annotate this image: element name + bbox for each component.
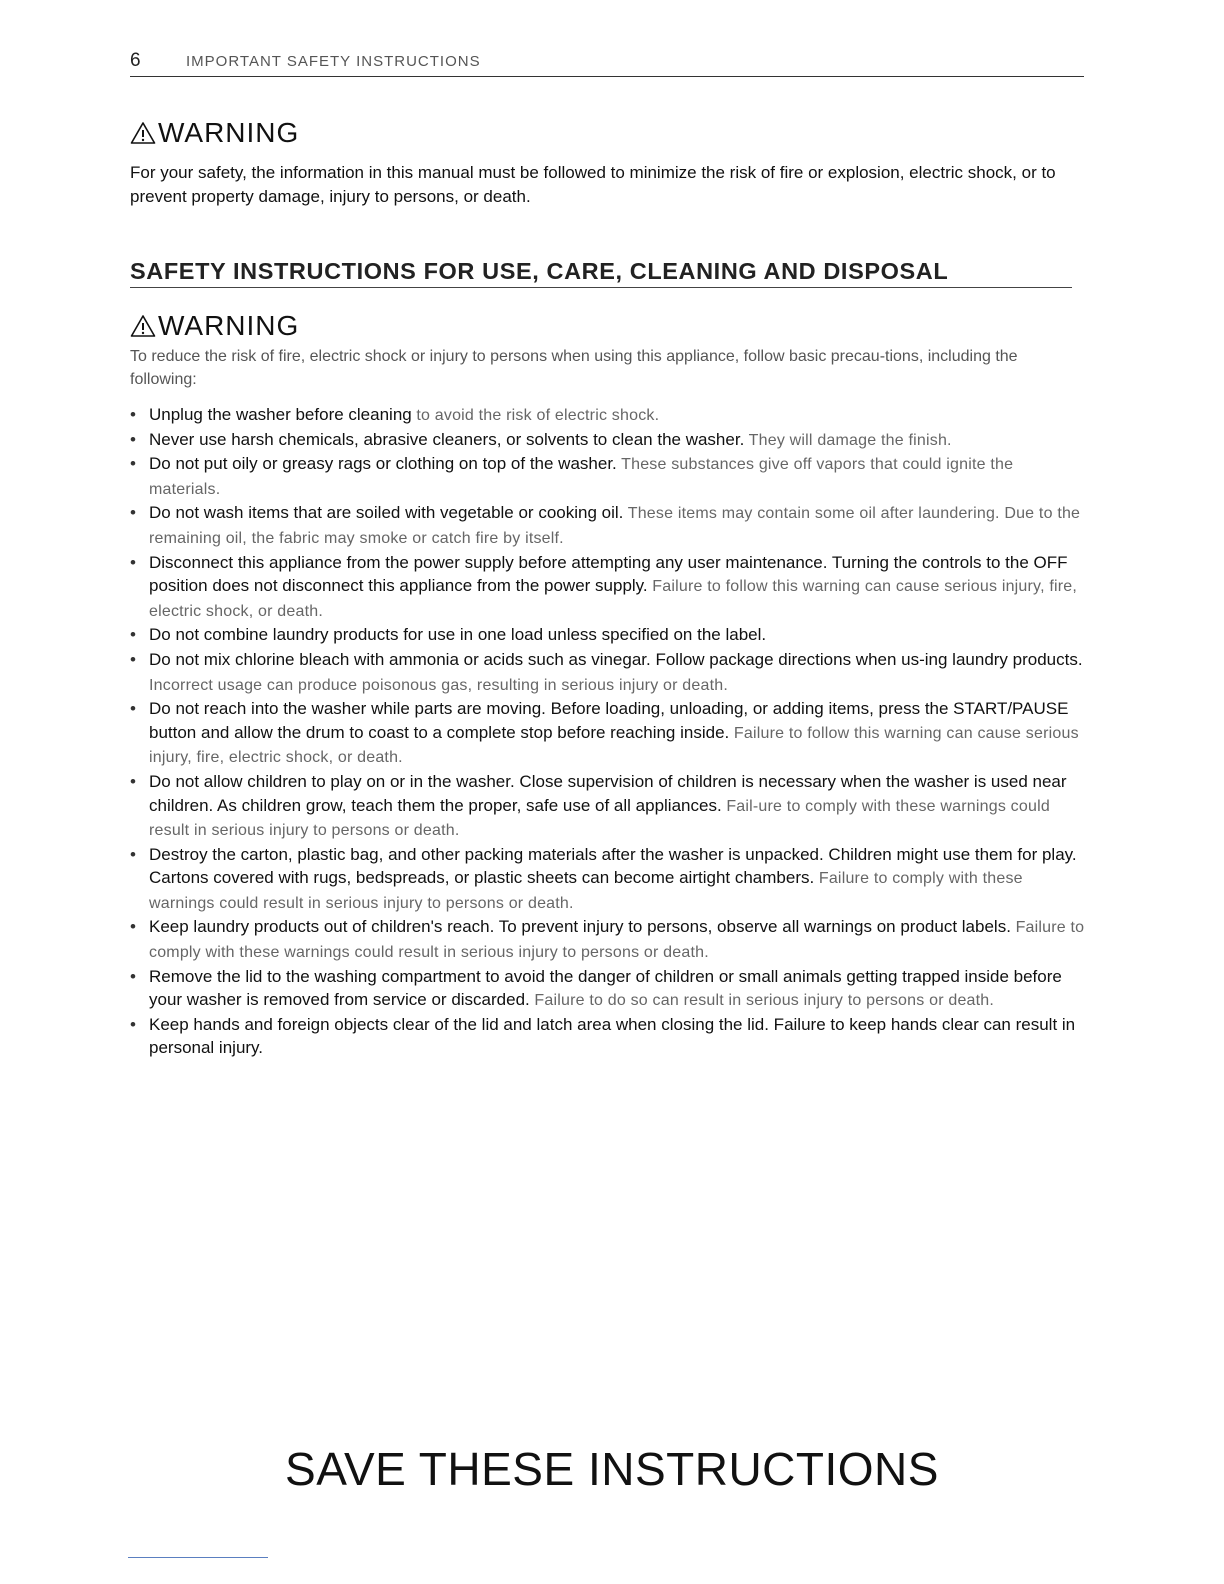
list-item: • Never use harsh chemicals, abrasive cleaners, or solvents to clean the washer. They will damage the finish. bbox=[130, 428, 1085, 453]
warning-intro-text: For your safety, the information in this manual must be followed to minimize the risk of fire or explosion, electric shock, or to prevent property damage, injury to persons, or death. bbox=[130, 163, 1056, 206]
list-item: • Destroy the carton, plastic bag, and other packing materials after the washer is unpacked. Children might use them for play. Cartons covered with rugs, bedspreads, or plastic sheets can become airtight chambers. Failure to comply with these warnings could result in serious injury to persons or death. bbox=[130, 843, 1085, 916]
warning-triangle-icon bbox=[130, 121, 156, 145]
list-item: • Unplug the washer before cleaning to avoid the risk of electric shock. bbox=[130, 403, 1085, 428]
list-item: • Disconnect this appliance from the power supply before attempting any user maintenance. Turning the controls to the OFF position does not disconnect this appliance from the power supply. Failure to follow this warning can cause serious injury, fire, electric shock, or death. bbox=[130, 551, 1085, 624]
list-item: • Remove the lid to the washing compartment to avoid the danger of children or small animals getting trapped inside before your washer is removed from service or discarded. Failure to do so can result in serious injury to persons or death. bbox=[130, 965, 1085, 1013]
list-item: • Keep laundry products out of children's reach. To prevent injury to persons, observe all warnings on product labels. Failure to comply with these warnings could result in serious injury to persons or death. bbox=[130, 915, 1085, 964]
list-item: • Keep hands and foreign objects clear of the lid and latch area when closing the lid. Failure to keep hands clear can result in personal injury. bbox=[130, 1013, 1085, 1061]
warning-triangle-icon bbox=[130, 314, 156, 338]
footer-divider bbox=[128, 1557, 268, 1558]
warning-heading-1 bbox=[130, 117, 299, 149]
save-instructions-banner: SAVE THESE INSTRUCTIONS bbox=[285, 1443, 939, 1495]
safety-instruction-list bbox=[130, 403, 1085, 1061]
list-item: • Do not mix chlorine bleach with ammonia or acids such as vinegar. Follow package directions when us-ing laundry products. Incorrect usage can produce poisonous gas, resulting in serious injury or death. bbox=[130, 648, 1085, 697]
list-item: • Do not combine laundry products for use in one load unless specified on the label. bbox=[130, 623, 1085, 648]
warning-lead-text: To reduce the risk of fire, electric shock or injury to persons when using this appliance, follow basic precau-tions, including the following: bbox=[130, 348, 1018, 388]
section-heading: SAFETY INSTRUCTIONS FOR USE, CARE, CLEANING AND DISPOSAL bbox=[130, 258, 1072, 288]
list-item: • Do not reach into the washer while parts are moving. Before loading, unloading, or adding items, press the START/PAUSE button and allow the drum to coast to a complete stop before reaching inside. Failure to follow this warning can cause serious injury, fire, electric shock, or death. bbox=[130, 697, 1085, 770]
page-number: 6 bbox=[130, 50, 141, 71]
warning-title-1: WARNING bbox=[158, 117, 300, 148]
page-header bbox=[130, 50, 1084, 77]
warning-heading-2 bbox=[130, 310, 299, 342]
list-item: • Do not allow children to play on or in the washer. Close supervision of children is necessary when the washer is used near children. As children grow, teach them the proper, safe use of all appliances. Fail-ure to comply with these warnings could result in serious injury to persons or death. bbox=[130, 770, 1085, 843]
warning-title-2: WARNING bbox=[158, 310, 300, 341]
list-item: • Do not put oily or greasy rags or clothing on top of the washer. These substances give off vapors that could ignite the materials. bbox=[130, 452, 1085, 501]
list-item: • Do not wash items that are soiled with vegetable or cooking oil. These items may contain some oil after laundering. Due to the remaining oil, the fabric may smoke or catch fire by itself. bbox=[130, 501, 1085, 550]
header-title: IMPORTANT SAFETY INSTRUCTIONS bbox=[186, 53, 481, 70]
